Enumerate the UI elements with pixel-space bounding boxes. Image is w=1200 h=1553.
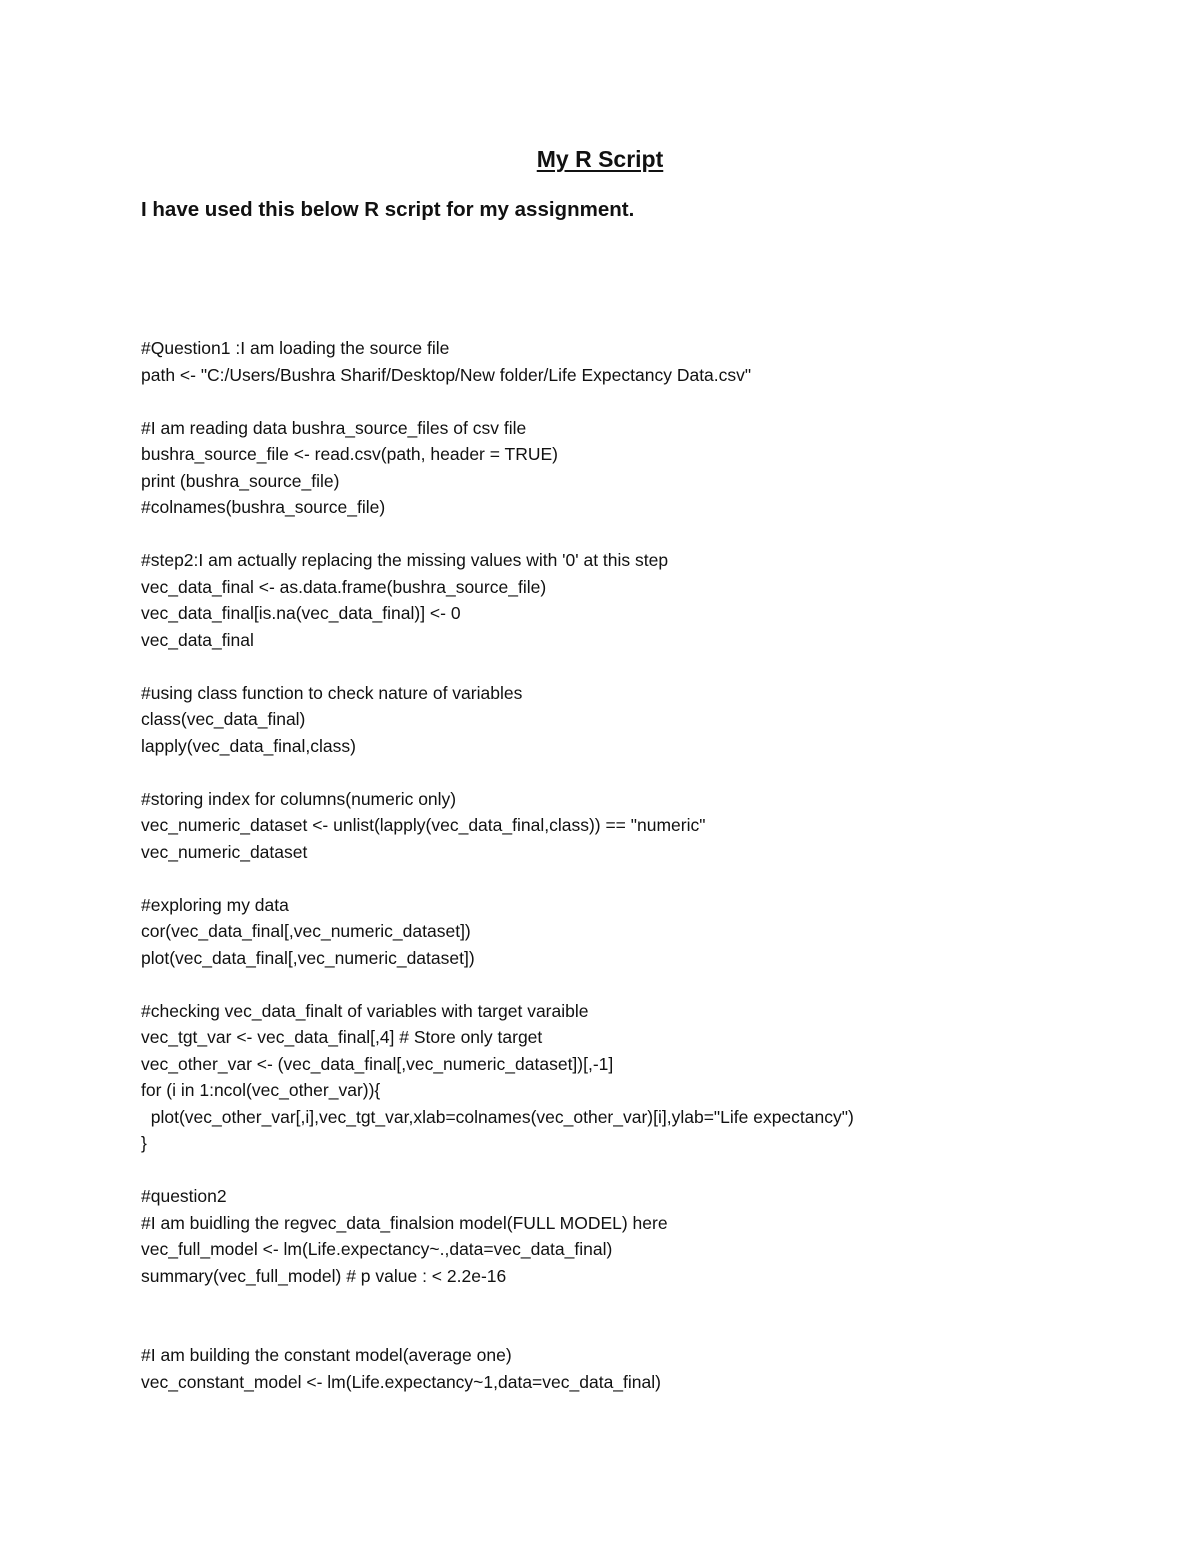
code-line: #using class function to check nature of variables bbox=[141, 682, 523, 703]
code-line: class(vec_data_final) bbox=[141, 709, 306, 729]
code-line bbox=[141, 1289, 854, 1316]
code-line: bushra_source_file <- read.csv(path, header = TRUE) bbox=[141, 444, 558, 464]
code-line bbox=[141, 971, 854, 998]
code-line: #I am reading data bushra_source_files of csv file bbox=[141, 417, 527, 438]
document-title-text: My R Script bbox=[536, 146, 664, 172]
code-line: for (i in 1:ncol(vec_other_var)){ bbox=[141, 1080, 381, 1100]
code-line: #step2:I am actually replacing the missing values with '0' at this step bbox=[141, 550, 669, 570]
code-line: #storing index for columns(numeric only) bbox=[141, 788, 457, 809]
document-title bbox=[0, 144, 1200, 174]
code-line: vec_constant_model <- lm(Life.expectancy~1,data=vec_data_final) bbox=[141, 1371, 661, 1392]
code-line: path <- "C:/Users/Bushra Sharif/Desktop/New folder/Life Expectancy Data.csv" bbox=[141, 364, 752, 385]
code-line: lapply(vec_data_final,class) bbox=[141, 735, 356, 756]
code-line: vec_numeric_dataset bbox=[141, 841, 308, 862]
code-line: vec_tgt_var <- vec_data_final[,4] # Store only target bbox=[141, 1027, 543, 1047]
code-line bbox=[141, 759, 854, 786]
code-line: plot(vec_other_var[,i],vec_tgt_var,xlab=colnames(vec_other_var)[i],ylab="Life expectancy") bbox=[141, 1106, 854, 1127]
code-line: #checking vec_data_finalt of variables with target varaible bbox=[141, 1000, 589, 1021]
code-line: #I am building the constant model(average one) bbox=[141, 1345, 512, 1365]
code-line: summary(vec_full_model) # p value : < 2.2e-16 bbox=[141, 1265, 507, 1286]
code-line: #exploring my data bbox=[141, 894, 289, 915]
code-line: vec_data_final bbox=[141, 629, 254, 650]
code-line bbox=[141, 521, 854, 548]
code-line: } bbox=[141, 1133, 147, 1153]
code-line: vec_data_final <- as.data.frame(bushra_source_file) bbox=[141, 576, 547, 597]
code-line bbox=[141, 865, 854, 892]
r-script-code-block bbox=[141, 335, 854, 1395]
code-line bbox=[141, 388, 854, 415]
code-line: vec_numeric_dataset <- unlist(lapply(vec_data_final,class)) == "numeric" bbox=[141, 815, 706, 835]
code-line bbox=[141, 1316, 854, 1343]
code-line: cor(vec_data_final[,vec_numeric_dataset]) bbox=[141, 921, 471, 941]
code-line bbox=[141, 1157, 854, 1184]
code-line: vec_data_final[is.na(vec_data_final)] <- 0 bbox=[141, 603, 461, 623]
code-line: vec_other_var <- (vec_data_final[,vec_numeric_dataset])[,-1] bbox=[141, 1053, 614, 1074]
code-line: plot(vec_data_final[,vec_numeric_dataset]) bbox=[141, 947, 475, 968]
code-line: vec_full_model <- lm(Life.expectancy~.,data=vec_data_final) bbox=[141, 1239, 613, 1259]
code-line: #colnames(bushra_source_file) bbox=[141, 497, 386, 517]
code-line: print (bushra_source_file) bbox=[141, 470, 340, 491]
code-line bbox=[141, 653, 854, 680]
intro-paragraph: I have used this below R script for my assignment. bbox=[141, 198, 635, 221]
code-line: #Question1 :I am loading the source file bbox=[141, 338, 450, 358]
code-line: #question2 bbox=[141, 1186, 227, 1206]
code-line: #I am buidling the regvec_data_finalsion model(FULL MODEL) here bbox=[141, 1212, 668, 1233]
